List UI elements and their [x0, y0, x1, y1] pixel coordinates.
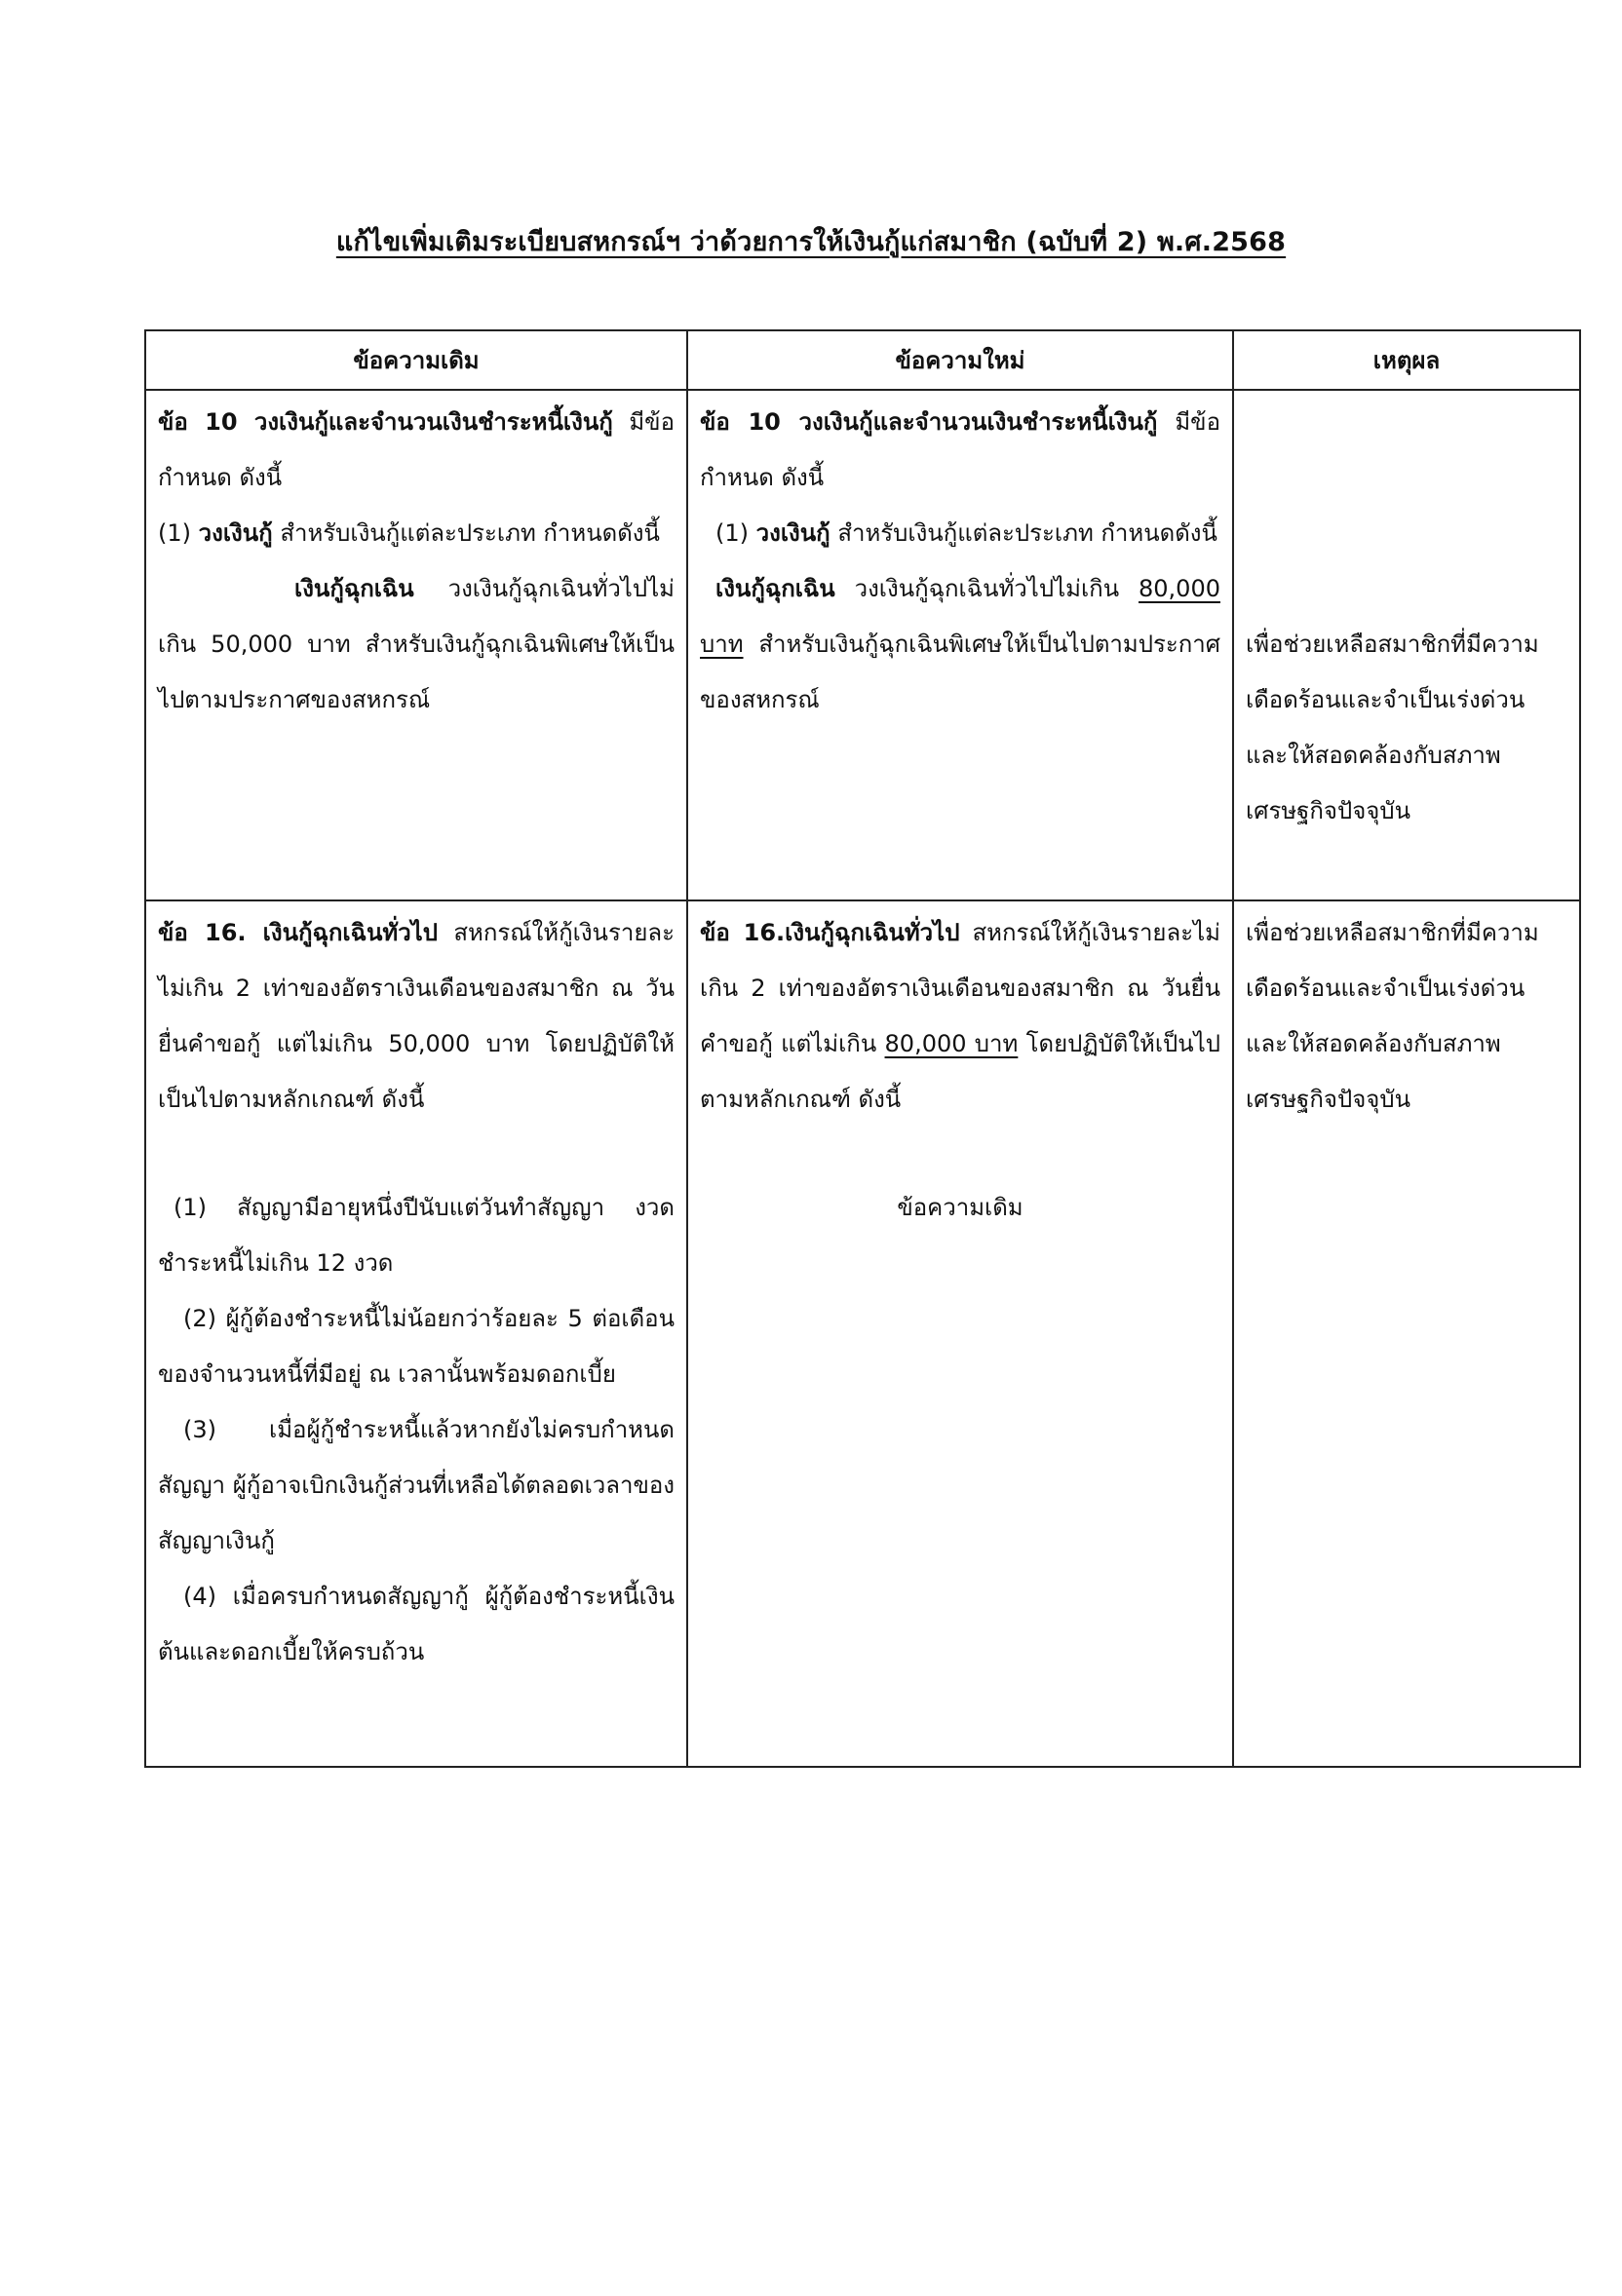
- clause-16-old-item1: (1) สัญญามีอายุหนึ่งปีนับแต่วันทำสัญญา งวดชำระหนี้ไม่เกิน 12 งวด: [158, 1194, 675, 1277]
- clause-10-new-item1-prefix: (1): [715, 519, 756, 547]
- clause-10-old-emergency-bold: เงินกู้ฉุกเฉิน: [294, 575, 414, 602]
- cell-old-clause-10: [145, 390, 687, 900]
- paragraph-gap: [700, 1128, 1220, 1180]
- clause-16-old-heading: [158, 905, 675, 1128]
- clause-10-new-item1-rest: สำหรับเงินกู้แต่ละประเภท กำหนดดังนี้: [830, 519, 1217, 547]
- header-old-text: ข้อความเดิม: [145, 330, 687, 390]
- clause-10-new-emergency-rest1: วงเงินกู้ฉุกเฉินทั่วไปไม่เกิน: [834, 575, 1139, 602]
- clause-16-old-item3: (3) เมื่อผู้กู้ชำระหนี้แล้วหากยังไม่ครบกำหนดสัญญา ผู้กู้อาจเบิกเงินกู้ส่วนที่เหลือได้ตลอดเวลาของสัญญาเงินกู้: [158, 1416, 675, 1554]
- clause-10-old-heading: [158, 395, 675, 506]
- cell-new-clause-10: [687, 390, 1233, 900]
- header-new-text: ข้อความใหม่: [687, 330, 1233, 390]
- clause-10-old-item1-prefix: (1): [158, 519, 199, 547]
- reason-spacer: [1246, 395, 1567, 617]
- table-header-row: [145, 330, 1580, 390]
- paragraph-gap: [158, 1128, 675, 1180]
- clause-16-old-item2: (2) ผู้กู้ต้องชำระหนี้ไม่น้อยกว่าร้อยละ 5 ต่อเดือนของจำนวนหนี้ที่มีอยู่ ณ เวลานั้นพร้อมดอกเบี้ย: [158, 1305, 675, 1388]
- clause-10-new-title: ข้อ 10 วงเงินกู้และจำนวนเงินชำระหนี้เงินกู้: [700, 408, 1158, 436]
- clause-10-new-item1-bold: วงเงินกู้: [755, 519, 830, 547]
- clause-10-old-item1: [158, 506, 675, 561]
- cell-reason-clause-16: [1233, 900, 1580, 1767]
- table-row-clause-16: [145, 900, 1580, 1767]
- clause-10-old-title-rest: มีข้อกำหนด ดังนี้: [158, 408, 675, 491]
- comparison-table: [144, 329, 1581, 1768]
- clause-10-new-title-rest: มีข้อกำหนด ดังนี้: [700, 408, 1220, 491]
- clause-10-new-item1: [700, 506, 1220, 561]
- clause-16-new-heading: [700, 905, 1220, 1128]
- clause-16-old-title: ข้อ 16. เงินกู้ฉุกเฉินทั่วไป: [158, 919, 438, 946]
- clause-10-new-emergency-bold: เงินกู้ฉุกเฉิน: [715, 575, 835, 602]
- document-title: แก้ไขเพิ่มเติมระเบียบสหกรณ์ฯ ว่าด้วยการให้เงินกู้แก่สมาชิก (ฉบับที่ 2) พ.ศ.2568: [335, 227, 1287, 257]
- clause-10-old-emergency-rest: วงเงินกู้ฉุกเฉินทั่วไปไม่เกิน 50,000 บาท สำหรับเงินกู้ฉุกเฉินพิเศษให้เป็นไปตามประกาศของสหกรณ์: [158, 575, 675, 713]
- clause-10-old-item1-rest: สำหรับเงินกู้แต่ละประเภท กำหนดดังนี้: [272, 519, 660, 547]
- cell-new-clause-16: [687, 900, 1233, 1767]
- clause-16-old-title-rest: สหกรณ์ให้กู้เงินรายละไม่เกิน 2 เท่าของอัตราเงินเดือนของสมาชิก ณ วันยื่นคำขอกู้ แต่ไม่เกิน 50,000 บาท โดยปฏิบัติให้เป็นไปตามหลักเกณฑ์ ดังนี้: [158, 919, 675, 1113]
- clause-16-old-item4: (4) เมื่อครบกำหนดสัญญากู้ ผู้กู้ต้องชำระหนี้เงินต้นและดอกเบี้ยให้ครบถ้วน: [158, 1583, 675, 1665]
- clause-10-new-emergency-rest2: สำหรับเงินกู้ฉุกเฉินพิเศษให้เป็นไปตามประกาศของสหกรณ์: [700, 631, 1220, 713]
- header-reason: เหตุผล: [1233, 330, 1580, 390]
- clause-16-new-title-rest2: โดยปฏิบัติให้เป็นไปตามหลักเกณฑ์ ดังนี้: [700, 1030, 1220, 1113]
- clause-10-reason: เพื่อช่วยเหลือสมาชิกที่มีความเดือดร้อนและจำเป็นเร่งด่วน และให้สอดคล้องกับสภาพเศรษฐกิจปัจจุบัน: [1246, 631, 1539, 824]
- clause-10-old-title: ข้อ 10 วงเงินกู้และจำนวนเงินชำระหนี้เงินกู้: [158, 408, 613, 436]
- clause-16-new-title: ข้อ 16.เงินกู้ฉุกเฉินทั่วไป: [700, 919, 960, 946]
- clause-10-old-item1-bold: วงเงินกู้: [198, 519, 273, 547]
- cell-old-clause-16: [145, 900, 687, 1767]
- clause-10-new-emergency: [700, 561, 1220, 728]
- clause-16-new-amount: 80,000 บาท: [884, 1030, 1019, 1057]
- clause-16-reason: เพื่อช่วยเหลือสมาชิกที่มีความเดือดร้อนและจำเป็นเร่งด่วน และให้สอดคล้องกับสภาพเศรษฐกิจปัจจุบัน: [1246, 919, 1539, 1113]
- clause-10-new-heading: [700, 395, 1220, 506]
- clause-10-old-emergency: [158, 561, 675, 728]
- table-row-clause-10: [145, 390, 1580, 900]
- clause-16-new-title-rest1: สหกรณ์ให้กู้เงินรายละไม่เกิน 2 เท่าของอัตราเงินเดือนของสมาชิก ณ วันยื่นคำขอกู้ แต่ไม่เกิน: [700, 919, 1220, 1057]
- clause-16-new-same-as-old: ข้อความเดิม: [897, 1194, 1023, 1221]
- clause-10-new-emergency-amount: 80,000 บาท: [700, 575, 1220, 658]
- cell-reason-clause-10: [1233, 390, 1580, 900]
